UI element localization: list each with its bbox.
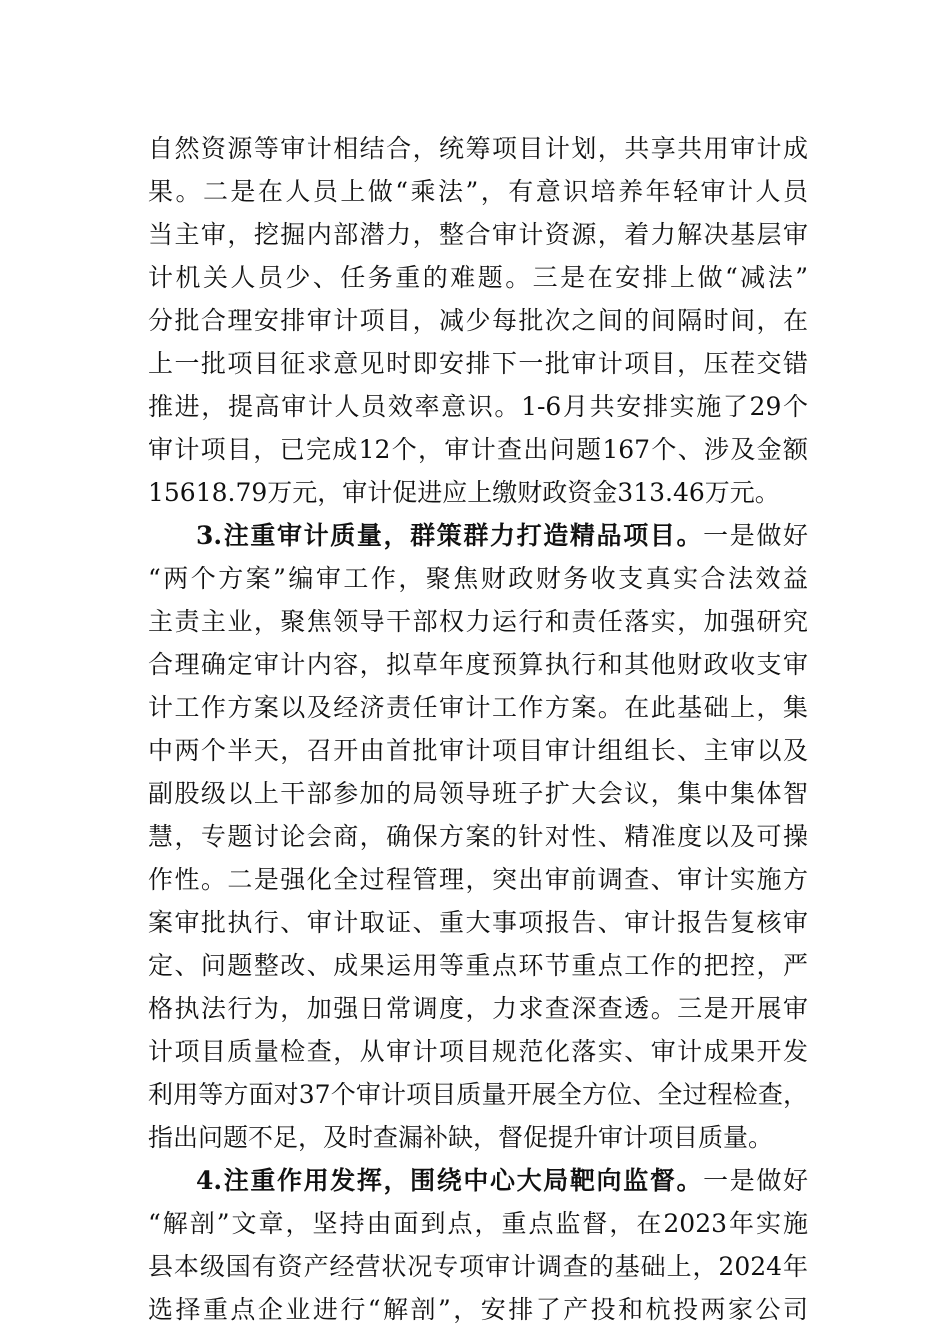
text-line: 利用等方面对37个审计项目质量开展全方位、全过程检查， [148, 1080, 808, 1109]
text-line: 格执法行为，加强日常调度，力求查深查透。三是开展审 [148, 994, 808, 1023]
text-line: 作性。二是强化全过程管理，突出审前调查、审计实施方 [148, 865, 808, 894]
text-line: 审计项目，已完成12个，审计查出问题167个、涉及金额 [148, 435, 808, 464]
text-line: 果。二是在人员上做“乘法”，有意识培养年轻审计人员 [148, 177, 808, 206]
text-line: 上一批项目征求意见时即安排下一批审计项目，压茬交错 [148, 349, 808, 378]
text-line: “两个方案”编审工作，聚焦财政财务收支真实合法效益 [148, 564, 808, 593]
section-heading: 3.注重审计质量，群策群力打造精品项目。 [196, 521, 704, 550]
text-line: 分批合理安排审计项目，减少每批次之间的间隔时间，在 [148, 306, 808, 335]
text-line: 慧，专题讨论会商，确保方案的针对性、精准度以及可操 [148, 822, 808, 851]
text-line: 当主审，挖掘内部潜力，整合审计资源，着力解决基层审 [148, 220, 808, 249]
text-line: 合理确定审计内容，拟草年度预算执行和其他财政收支审 [148, 650, 808, 679]
text-line: 定、问题整改、成果运用等重点环节重点工作的把控，严 [148, 951, 808, 980]
section-heading-continuation: 一是做好 [703, 1166, 808, 1195]
text-line: 计机关人员少、任务重的难题。三是在安排上做“减法” [148, 263, 808, 292]
section-heading-line [196, 515, 808, 557]
text-line: 中两个半天，召开由首批审计项目审计组组长、主审以及 [148, 736, 808, 765]
paragraph-last-line: 15618.79万元，审计促进应上缴财政资金313.46万元。 [148, 478, 780, 507]
text-line: 副股级以上干部参加的局领导班子扩大会议，集中集体智 [148, 779, 808, 808]
text-line: 主责主业，聚焦领导干部权力运行和责任落实，加强研究 [148, 607, 808, 636]
text-line: 选择重点企业进行“解剖”，安排了产投和杭投两家公司 [148, 1295, 808, 1324]
text-line: 县本级国有资产经营状况专项审计调查的基础上，2024年 [148, 1252, 808, 1281]
section-heading: 4.注重作用发挥，围绕中心大局靶向监督。 [196, 1166, 704, 1195]
section-heading-line [196, 1160, 808, 1202]
text-line: 计项目质量检查，从审计项目规范化落实、审计成果开发 [148, 1037, 808, 1066]
text-line: 自然资源等审计相结合，统筹项目计划，共享共用审计成 [148, 134, 808, 163]
section-heading-continuation: 一是做好 [703, 521, 808, 550]
text-line: 推进，提高审计人员效率意识。1-6月共安排实施了29个 [148, 392, 808, 421]
text-line: “解剖”文章，坚持由面到点，重点监督，在2023年实施 [148, 1209, 808, 1238]
text-line: 案审批执行、审计取证、重大事项报告、审计报告复核审 [148, 908, 808, 937]
paragraph-last-line: 指出问题不足，及时查漏补缺，督促提升审计项目质量。 [148, 1123, 774, 1152]
text-line: 计工作方案以及经济责任审计工作方案。在此基础上，集 [148, 693, 808, 722]
